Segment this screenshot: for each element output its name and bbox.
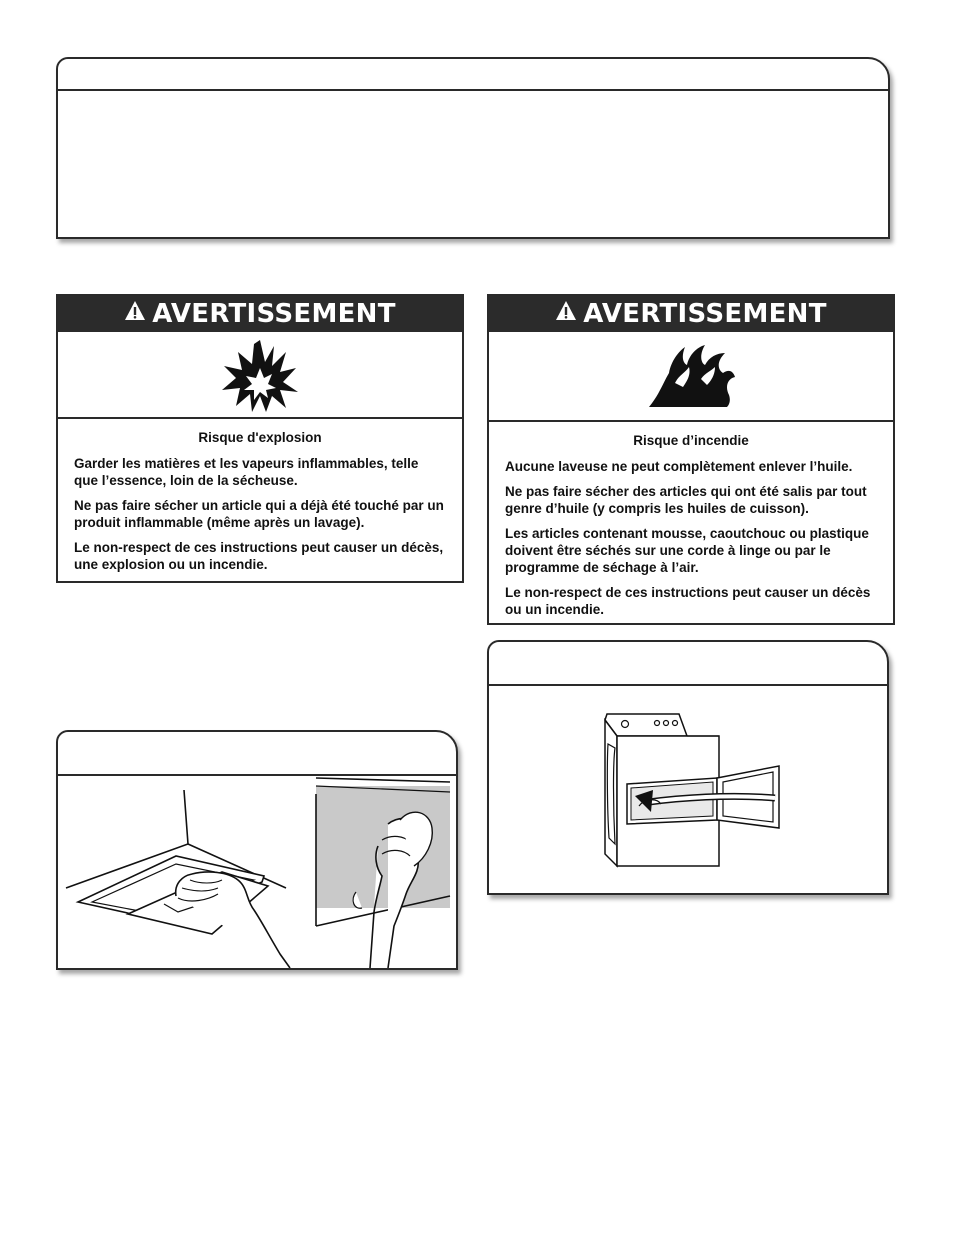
warning-paragraph: Ne pas faire sécher un article qui a déjà été touché par un produit inflammable (même après un lavage).	[74, 498, 444, 530]
lint-screen-cleaning-illustration	[58, 776, 456, 968]
hazard-title: Risque d'explosion	[198, 430, 322, 445]
warning-body	[58, 419, 462, 581]
explosion-warning	[56, 294, 464, 583]
fire-icon	[489, 332, 893, 422]
warning-paragraph: Les articles contenant mousse, caoutchouc ou plastique doivent être séchés sur une corde à linge ou par le programme de séchage à l’air.	[505, 526, 869, 575]
warning-heading: AVERTISSEMENT	[583, 299, 827, 329]
warning-bar	[489, 296, 893, 332]
dryer-door-box-header	[489, 642, 887, 686]
fire-warning	[487, 294, 895, 625]
warning-body	[489, 422, 893, 626]
warning-triangle-icon	[555, 299, 577, 329]
dryer-door-box	[487, 640, 889, 895]
warning-paragraph: Le non-respect de ces instructions peut causer un décès ou un incendie.	[505, 585, 871, 617]
warning-triangle-icon	[124, 299, 146, 329]
dryer-open-door-illustration	[489, 686, 887, 893]
warning-paragraph: Aucune laveuse ne peut complètement enlever l’huile.	[505, 459, 853, 474]
warning-paragraph: Garder les matières et les vapeurs inflammables, telle que l’essence, loin de la sécheuse.	[74, 456, 419, 488]
warning-heading: AVERTISSEMENT	[152, 299, 396, 329]
warning-paragraph: Ne pas faire sécher des articles qui ont été salis par tout genre d’huile (y compris les huiles de cuisson).	[505, 484, 867, 516]
warning-paragraph: Le non-respect de ces instructions peut causer un décès, une explosion ou un incendie.	[74, 540, 444, 572]
explosion-icon	[58, 332, 462, 419]
warning-bar	[58, 296, 462, 332]
hazard-title: Risque d’incendie	[633, 433, 749, 448]
lint-screen-box-header	[58, 732, 456, 776]
top-info-box	[56, 57, 890, 239]
top-info-box-header	[58, 59, 888, 91]
lint-screen-box	[56, 730, 458, 970]
